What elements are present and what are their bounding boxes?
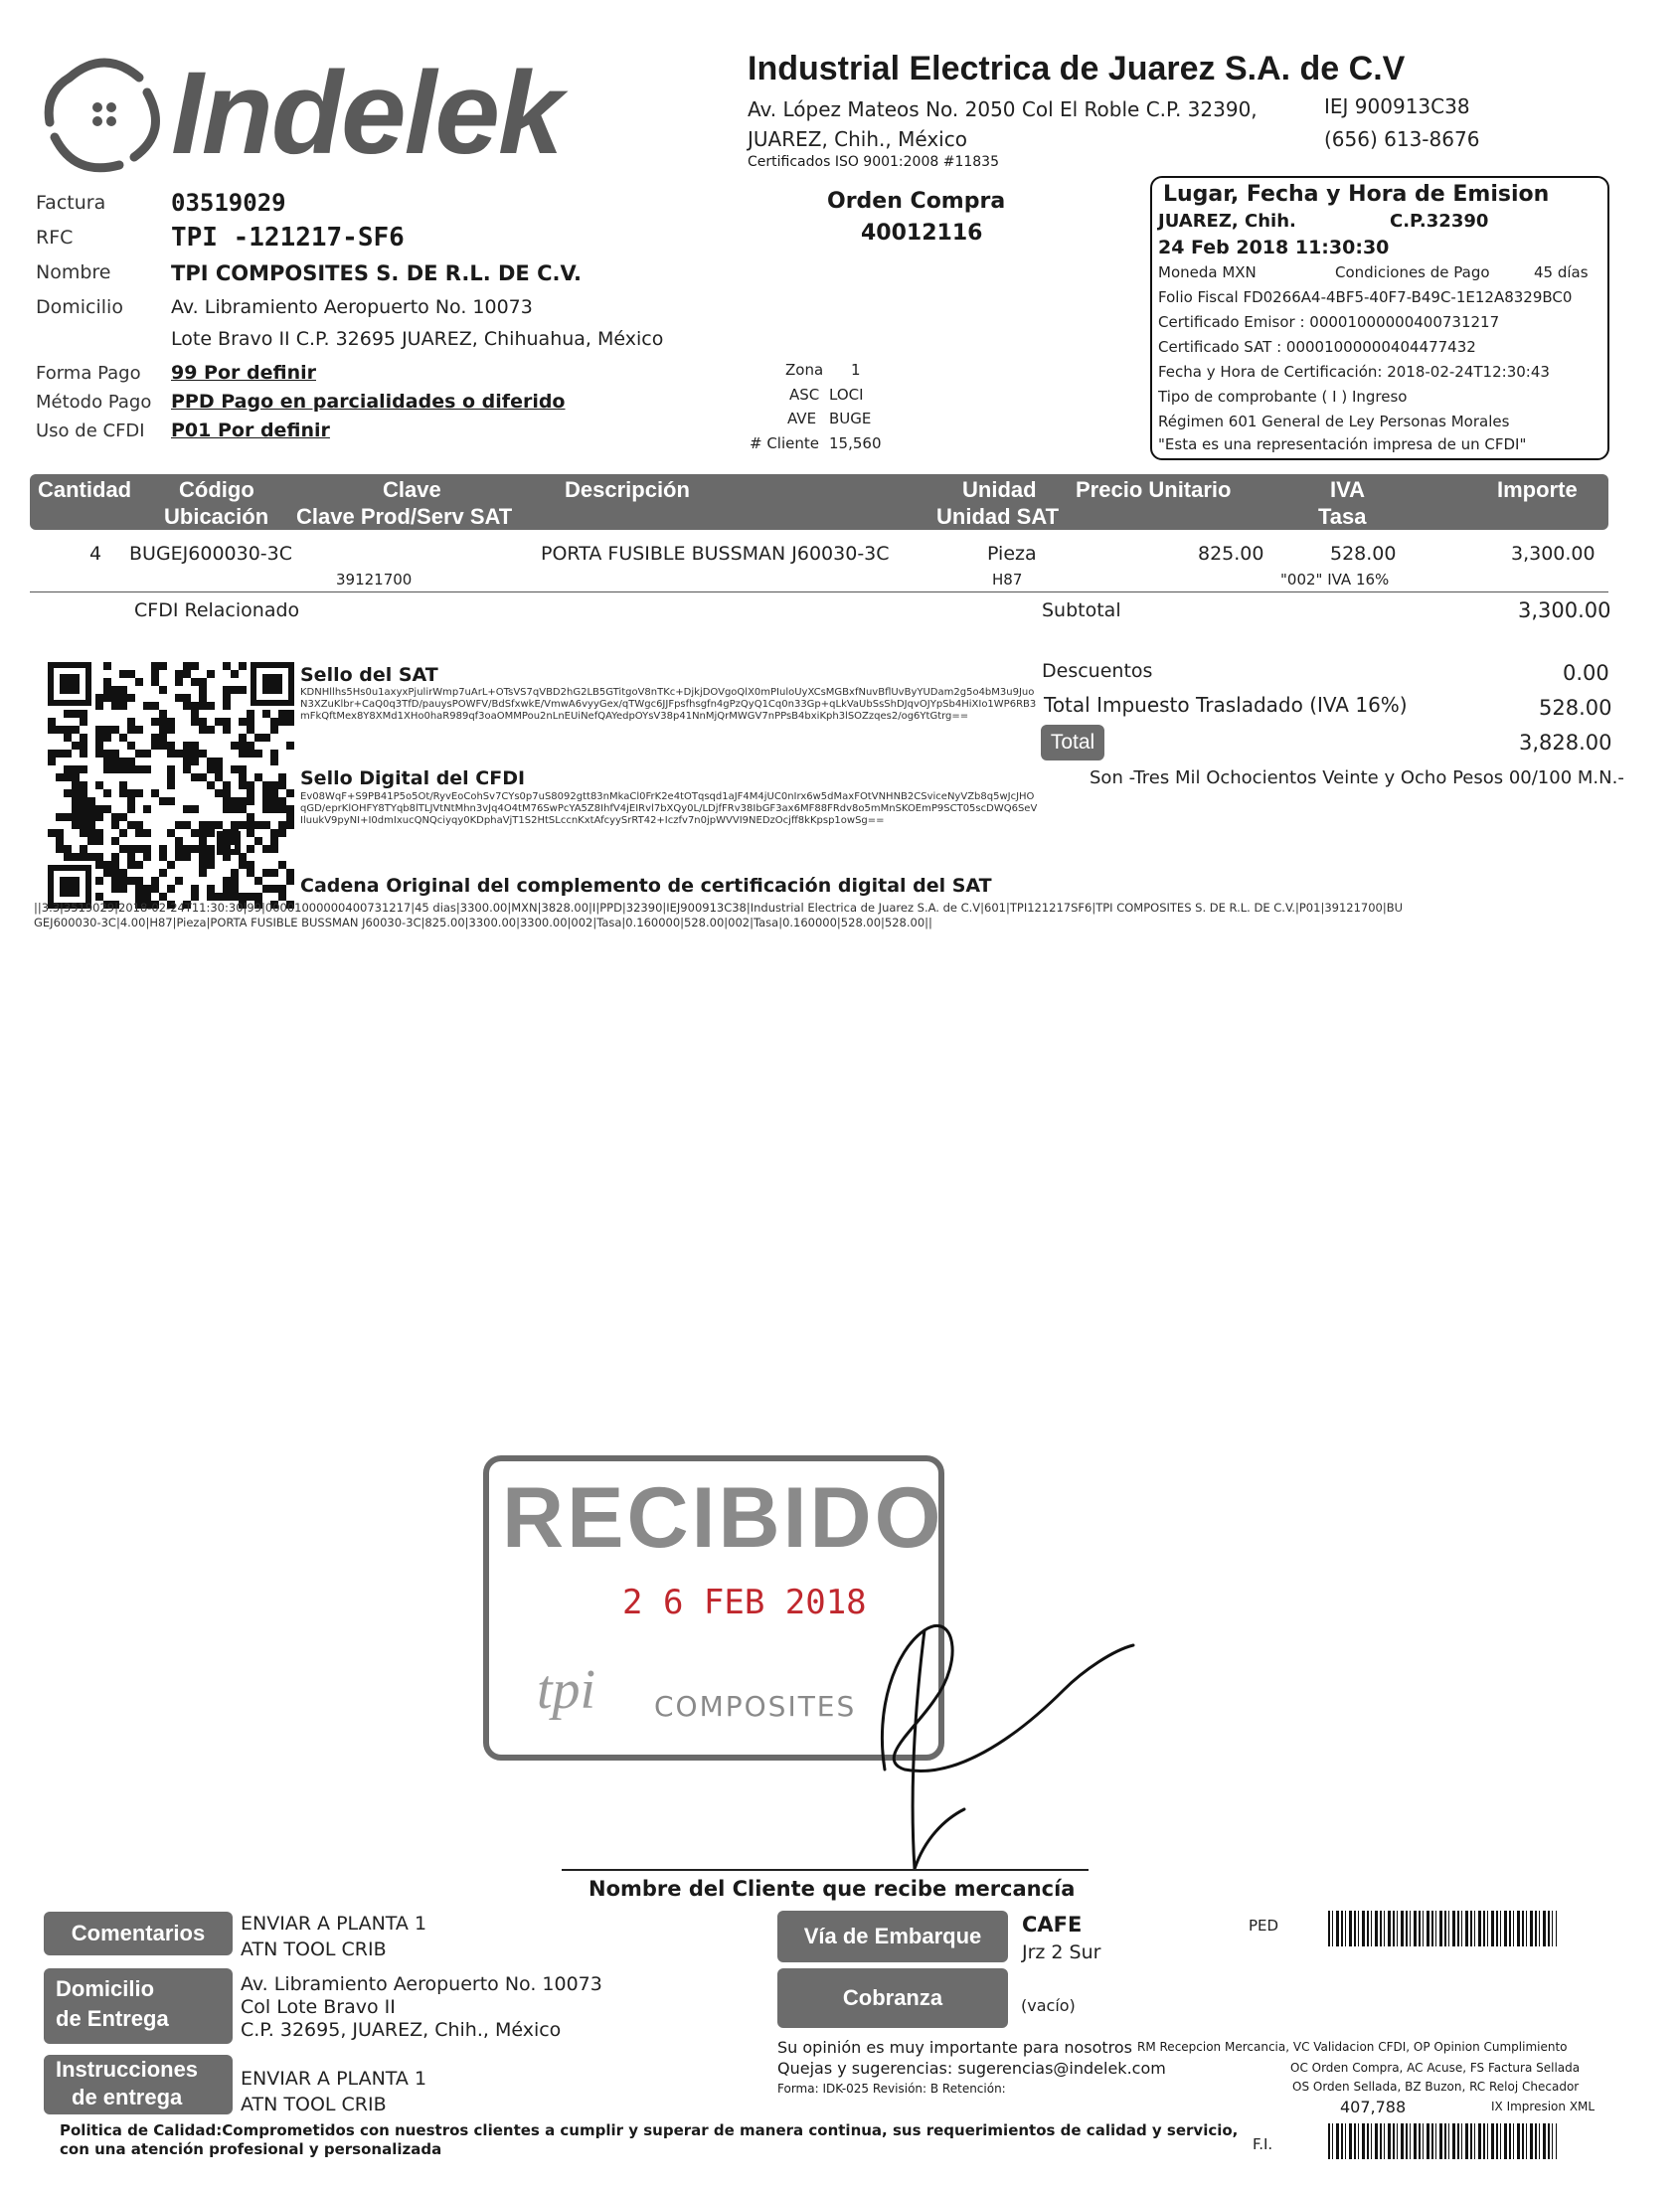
dias-pago: 45 días — [1534, 263, 1589, 281]
tipo-comprobante: Tipo de comprobante ( I ) Ingreso — [1158, 388, 1408, 406]
col-unidad: Unidad — [962, 477, 1037, 502]
company-address-2: JUAREZ, Chih., México — [748, 127, 967, 151]
item-codigo: BUGEJ600030-3C — [129, 543, 293, 565]
representacion-cfdi: "Esta es una representación impresa de un CFDI" — [1158, 435, 1527, 453]
legend-line-4: IX Impresion XML — [1491, 2100, 1596, 2113]
cobranza-value: (vacío) — [1021, 1996, 1076, 2015]
col-unidad-sat: Unidad SAT — [936, 504, 1060, 529]
rfc-value: TPI -121217-SF6 — [171, 223, 405, 253]
fecha-certificacion: Fecha y Hora de Certificación: 2018-02-24T12:30:43 — [1158, 363, 1550, 381]
cliente-value: 15,560 — [829, 434, 882, 452]
company-address-1: Av. López Mateos No. 2050 Col El Roble C.P. 32390, — [748, 97, 1258, 121]
emision-city: JUAREZ, Chih. — [1158, 211, 1296, 232]
ped-barcode — [1328, 1911, 1557, 1946]
comentarios-line-2: ATN TOOL CRIB — [241, 1939, 387, 1960]
instrucciones-line-1: ENVIAR A PLANTA 1 — [241, 2068, 427, 2090]
item-precio: 825.00 — [1198, 543, 1264, 565]
metodo-pago-value: PPD Pago en parcialidades o diferido — [171, 391, 566, 413]
entrega-line-1: Av. Libramiento Aeropuerto No. 10073 — [241, 1973, 602, 1995]
item-cantidad: 4 — [89, 543, 102, 565]
row-divider — [30, 591, 1608, 592]
domicilio-line-2: Lote Bravo II C.P. 32695 JUAREZ, Chihuahua, México — [171, 328, 664, 350]
sello-sat-title: Sello del SAT — [300, 664, 438, 686]
cadena-text: ||3.3|3519029|2018-02-24T11:30:30|99|00001000000400731217|45 dias|3300.00|MXN|3828.00|I|PPD|32390|IEJ900913C38|Industrial Electrica de Juarez S.A. de C.V|601|TPI121217SF6|TPI COMPOSITES S. DE R.L. DE C.V.|P01|39121700|BUGEJ600030-3C|4.00|H87|Pieza|PORTA FUSIBLE BUSSMAN J60030-3C|825.00|3300.00|3300.00|002|Tasa|0.160000|528.00|002|Tasa|0.160000|528.00|528.00|| — [34, 901, 1404, 929]
sello-sat-text: KDNHllhs5Hs0u1axyxPjulirWmp7uArL+OTsVS7qVBD2hG2LB5GTitgoV8nTKc+DjkjDOVgoQlX0mPIuloUyXCsMGBxfNuvBflUvByYUDam2g5o4bM3u9JuoN3XZuKlbr+CaQ0q3TfD/pauysPOWFV/BdSfxwkE/VmwA6vyyGex/qTWgc6JJFpsfhsgfn4gPzQyQ1Cq0n33Gp+qLkVaUbSsShDJqvOJYpSb4HiXIo1WP6RB3mFkQftMex8Y8XMd1XHo0haR989qf3oaOMMPou2nLnEUiNefQAYedpOYsV38p41NnMjQrMWGV7nPPsB4bxiKph3lSOZzqes2/og6YtGtrg== — [300, 687, 1037, 722]
via-embarque-sub: Jrz 2 Sur — [1022, 1941, 1101, 1963]
factura-label: Factura — [36, 192, 106, 214]
stamp-brand-sub: COMPOSITES — [654, 1690, 857, 1723]
total-letra: Son -Tres Mil Ochocientos Veinte y Ocho Pesos 00/100 M.N.- — [1090, 767, 1624, 788]
col-clave: Clave — [383, 477, 441, 502]
cert-sat: Certificado SAT : 00001000000404477432 — [1158, 338, 1476, 356]
item-unidad-sat: H87 — [992, 571, 1023, 589]
sello-cfdi-text: Ev08WqF+S9PB41P5o5Ot/RyvEoCohSv7CYs0p7uS8092gtt83nMkaCl0FrK2e4tOTqsqd1aJF4M4jUC0nIrx6w5dMaxFOtVNHNB2CSviceNyVZb8q5wJcJHOqGD/eprKlOHFY8TYqb8lTLJVtNtMhn3vJq4O4tM76SwPcYA5Z8IhfV4jEIRvl7bXQy0L/LDjfFRv38IbGF3ax6MF88FRdv8o5mMnSKOEmP9SCT05scDWQ6SeVIluukV9pyNI+I0dmIxucQNQciyqy0KDphaVjT1S2HtSLccnKxtAfcyySrRT42+Iczfv7n0jpWVVI9NEDzOcjff8kKpsp1owSg== — [300, 791, 1038, 826]
item-unidad: Pieza — [987, 543, 1037, 565]
forma-text: Forma: IDK-025 Revisión: B Retención: — [777, 2082, 1006, 2096]
stamp-date: 2 6 FEB 2018 — [622, 1583, 867, 1622]
ave-label: AVE — [787, 410, 817, 427]
document-count: 407,788 — [1340, 2098, 1407, 2116]
domicilio-label: Domicilio — [36, 296, 123, 318]
items-table-header — [30, 474, 1608, 530]
domicilio-entrega-label-2: de Entrega — [56, 2006, 169, 2031]
zona-label: Zona — [785, 361, 824, 379]
folio-fiscal: Folio Fiscal FD0266A4-4BF5-40F7-B49C-1E12A8329BC0 — [1158, 288, 1573, 306]
swirl-logo-icon — [30, 38, 179, 187]
subtotal-value: 3,300.00 — [1518, 598, 1611, 622]
logo-wordmark: Indelek — [171, 48, 562, 179]
instrucciones-label-2: de entrega — [72, 2085, 183, 2109]
item-importe: 3,300.00 — [1511, 543, 1596, 565]
stamp-title: RECIBIDO — [502, 1470, 944, 1566]
orden-compra-value: 40012116 — [861, 221, 983, 246]
company-phone: (656) 613-8676 — [1324, 127, 1480, 151]
regimen: Régimen 601 General de Ley Personas Morales — [1158, 413, 1510, 430]
politica-line-1: Politica de Calidad:Comprometidos con nuestros clientes a cumplir y superar de manera continua, sus requerimientos de calidad y servicio, — [60, 2121, 1239, 2139]
comentarios-line-1: ENVIAR A PLANTA 1 — [241, 1913, 427, 1935]
item-tasa: "002" IVA 16% — [1280, 571, 1390, 589]
fi-label: F.I. — [1253, 2135, 1273, 2153]
ped-label: PED — [1249, 1917, 1279, 1935]
total-label: Total — [1041, 725, 1104, 760]
col-tasa: Tasa — [1318, 504, 1367, 529]
uso-cfdi-label: Uso de CFDI — [36, 421, 145, 441]
sello-cfdi-title: Sello Digital del CFDI — [300, 767, 526, 789]
domicilio-entrega-label — [44, 1968, 233, 2044]
via-embarque-value: CAFE — [1022, 1913, 1083, 1937]
col-precio: Precio Unitario — [1076, 477, 1232, 502]
entrega-line-2: Col Lote Bravo II — [241, 1996, 396, 2018]
domicilio-entrega-label-1: Domicilio — [56, 1976, 155, 2001]
company-name: Industrial Electrica de Juarez S.A. de C.V — [748, 50, 1406, 87]
cobranza-label: Cobranza — [777, 1968, 1008, 2028]
legend-line-1: RM Recepcion Mercancia, VC Validacion CFDI, OP Opinion Cumplimiento — [1137, 2040, 1568, 2054]
descuentos-value: 0.00 — [1563, 661, 1609, 685]
nombre-value: TPI COMPOSITES S. DE R.L. DE C.V. — [171, 261, 582, 285]
item-clave-prod: 39121700 — [336, 571, 413, 589]
asc-label: ASC — [789, 386, 820, 404]
cadena-title: Cadena Original del complemento de certificación digital del SAT — [300, 875, 992, 897]
instrucciones-line-2: ATN TOOL CRIB — [241, 2094, 387, 2115]
legend-line-2: OC Orden Compra, AC Acuse, FS Factura Sellada — [1290, 2061, 1581, 2075]
col-cantidad: Cantidad — [38, 477, 132, 502]
cliente-label: # Cliente — [750, 434, 819, 452]
col-codigo: Código — [179, 477, 254, 502]
metodo-pago-label: Método Pago — [36, 392, 152, 413]
cert-emisor: Certificado Emisor : 00001000000400731217 — [1158, 313, 1500, 331]
qr-code — [48, 662, 294, 909]
cfdi-relacionado: CFDI Relacionado — [134, 599, 300, 621]
company-rfc: IEJ 900913C38 — [1324, 94, 1470, 118]
subtotal-label: Subtotal — [1042, 599, 1121, 621]
receptor-line — [562, 1869, 1089, 1871]
via-embarque-label: Vía de Embarque — [777, 1911, 1008, 1962]
politica-line-2: con una atención profesional y personalizada — [60, 2140, 442, 2158]
quejas-text: Quejas y sugerencias: sugerencias@indelek.com — [777, 2059, 1166, 2078]
col-importe: Importe — [1497, 477, 1578, 502]
total-value: 3,828.00 — [1519, 731, 1612, 755]
zona-value: 1 — [851, 361, 861, 379]
instrucciones-label-1: Instrucciones — [56, 2057, 199, 2082]
forma-pago-label: Forma Pago — [36, 363, 141, 384]
descuentos-label: Descuentos — [1042, 660, 1153, 682]
impuesto-value: 528.00 — [1539, 696, 1612, 720]
fi-barcode — [1328, 2123, 1557, 2159]
ave-value: BUGE — [829, 410, 872, 427]
uso-cfdi-value: P01 Por definir — [171, 420, 330, 441]
moneda: Moneda MXN — [1158, 263, 1257, 281]
instrucciones-label — [44, 2055, 233, 2114]
condiciones-pago: Condiciones de Pago — [1335, 263, 1490, 281]
legend-line-3: OS Orden Sellada, BZ Buzon, RC Reloj Checador — [1292, 2080, 1580, 2094]
comentarios-label: Comentarios — [44, 1912, 233, 1955]
col-descripcion: Descripción — [565, 477, 690, 502]
rfc-label: RFC — [36, 227, 74, 249]
forma-pago-value: 99 Por definir — [171, 362, 316, 384]
receptor-label: Nombre del Cliente que recibe mercancía — [588, 1877, 1076, 1901]
factura-number: 03519029 — [171, 189, 286, 217]
opinion-text: Su opinión es muy importante para nosotros — [777, 2038, 1133, 2057]
impuesto-label: Total Impuesto Trasladado (IVA 16%) — [1044, 693, 1408, 717]
signature — [815, 1591, 1143, 1889]
col-iva: IVA — [1330, 477, 1366, 502]
company-logo — [30, 38, 646, 187]
emision-cp: C.P.32390 — [1390, 211, 1489, 232]
col-clave-prod: Clave Prod/Serv SAT — [296, 504, 513, 529]
asc-value: LOCI — [829, 386, 864, 404]
emision-title: Lugar, Fecha y Hora de Emision — [1163, 182, 1550, 207]
company-certification: Certificados ISO 9001:2008 #11835 — [748, 154, 999, 170]
item-descripcion: PORTA FUSIBLE BUSSMAN J60030-3C — [541, 543, 890, 565]
orden-compra-label: Orden Compra — [827, 189, 1006, 214]
stamp-brand: tpi — [537, 1659, 596, 1721]
nombre-label: Nombre — [36, 261, 111, 283]
domicilio-line-1: Av. Libramiento Aeropuerto No. 10073 — [171, 296, 533, 318]
entrega-line-3: C.P. 32695, JUAREZ, Chih., México — [241, 2019, 562, 2041]
item-iva: 528.00 — [1330, 543, 1397, 565]
emision-datetime: 24 Feb 2018 11:30:30 — [1158, 237, 1390, 258]
col-ubicacion: Ubicación — [164, 504, 269, 529]
